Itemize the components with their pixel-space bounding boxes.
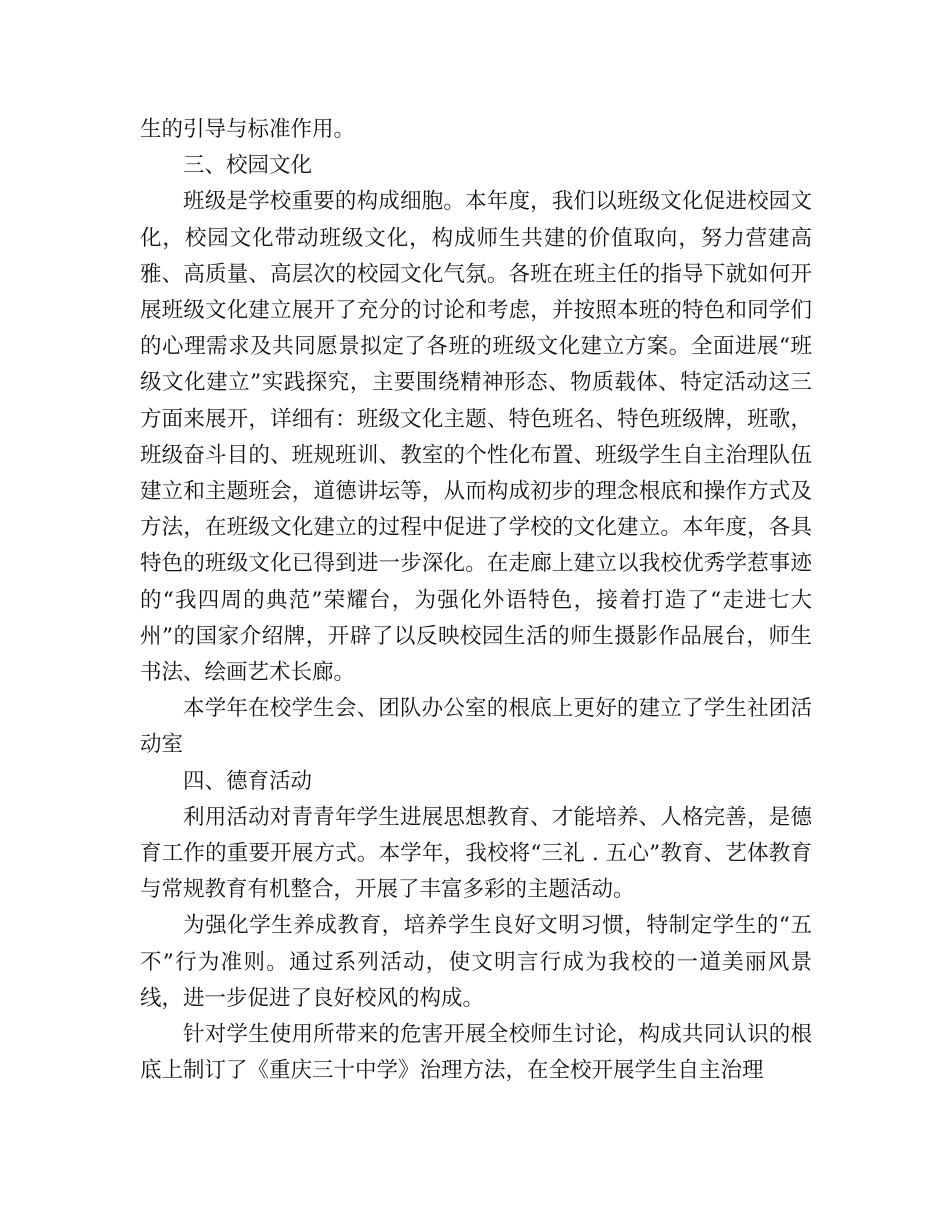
- paragraph-self-management: 针对学生使用所带来的危害开展全校师生讨论，构成共同认识的根底上制订了《重庆三十中学》治理方法，在全校开展学生自主治理: [140, 1022, 812, 1084]
- section-heading-moral-activities: 四、德育活动: [183, 768, 313, 794]
- paragraph-continuation: 生的引导与标准作用。: [140, 117, 356, 142]
- paragraph-behavior-rules: 为强化学生养成教育，培养学生良好文明习惯，特制定学生的“五不”行为准则。通过系列活动，使文明言行成为我校的一道美丽风景线，进一步促进了良好校风的构成。: [140, 913, 812, 1011]
- document-body: [140, 112, 812, 1089]
- paragraph-campus-culture: 班级是学校重要的构成细胞。本年度，我们以班级文化促进校园文化，校园文化带动班级文化，构成师生共建的价值取向，努力营建高雅、高质量、高层次的校园文化气氛。各班在班主任的指导下就如何开展班级文化建立展开了充分的讨论和考虑，并按照本班的特色和同学们的心理需求及共同愿景拟定了各班的班级文化建立方案。全面进展“班级文化建立”实践探究，主要围绕精神形态、物质载体、特定活动这三方面来展开，详细有：班级文化主题、特色班名、特色班级牌，班歌，班级奋斗目的、班规班训、教室的个性化布置、班级学生自主治理队伍建立和主题班会，道德讲坛等，从而构成初步的理念根底和操作方式及方法，在班级文化建立的过程中促进了学校的文化建立。本年度，各具特色的班级文化已得到进一步深化。在走廊上建立以我校优秀学惹事迹的“我四周的典范”荣耀台，为强化外语特色，接着打造了“走进七大州”的国家介绍牌，开辟了以反映校园生活的师生摄影作品展台，师生书法、绘画艺术长廊。: [140, 189, 812, 686]
- section-heading-campus-culture: 三、校园文化: [183, 153, 313, 179]
- paragraph-activities: 利用活动对青青年学生进展思想教育、才能培养、人格完善，是德育工作的重要开展方式。本学年，我校将“三礼 . 五心”教育、艺体教育与常规教育有机整合，开展了丰富多彩的主题活动。: [140, 804, 812, 903]
- paragraph-student-clubs: 本学年在校学生会、团队办公室的根底上更好的建立了学生社团活动室: [140, 696, 812, 758]
